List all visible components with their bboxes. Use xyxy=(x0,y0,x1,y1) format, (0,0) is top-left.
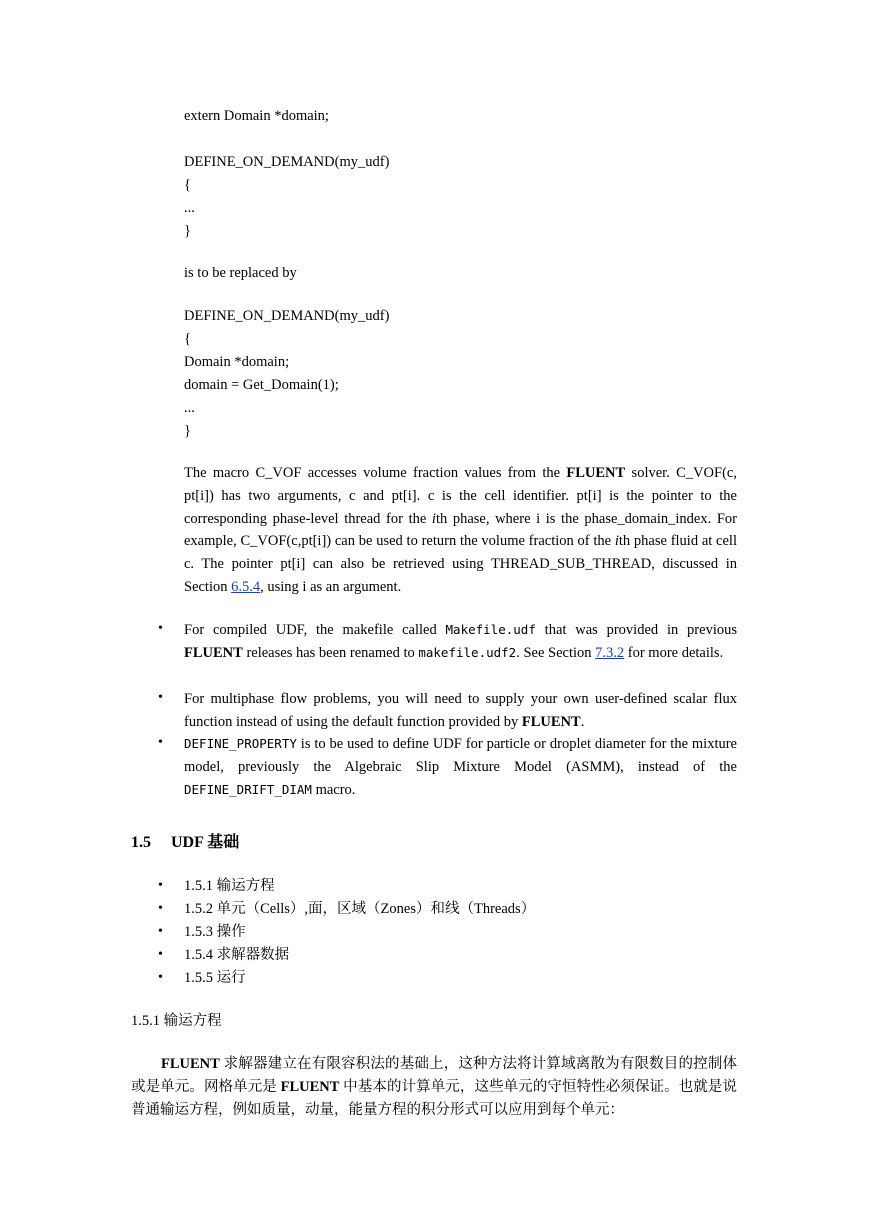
text: . See Section xyxy=(516,644,596,661)
text: releases has been renamed to xyxy=(242,644,419,661)
bullet-icon: • xyxy=(158,924,163,939)
fluent-bold: FLUENT xyxy=(521,713,581,730)
code-line: DEFINE_ON_DEMAND(my_udf) xyxy=(184,154,390,170)
text: that was provided in previous xyxy=(535,622,737,638)
toc-item[interactable]: 1.5.5 运行 xyxy=(184,970,246,986)
bullet-icon: • xyxy=(158,690,163,705)
text: for more details. xyxy=(624,644,724,661)
subsection-title: 1.5.1 输运方程 xyxy=(131,1013,222,1029)
text: The macro C_VOF accesses volume fraction values from the xyxy=(184,465,567,481)
code-line: { xyxy=(184,177,191,193)
italic-i: i xyxy=(431,510,436,527)
cvof-paragraph xyxy=(184,462,737,599)
fluent-bold: FLUENT xyxy=(161,1056,220,1072)
code-text: Makefile.udf xyxy=(445,622,536,637)
bullet-icon: • xyxy=(158,735,163,750)
section-number: 1.5 xyxy=(131,834,151,851)
bullet-icon: • xyxy=(158,901,163,916)
cn-paragraph xyxy=(131,1053,737,1123)
toc-item[interactable]: 1.5.1 输运方程 xyxy=(184,878,275,894)
toc-item[interactable]: 1.5.2 单元（Cells）,面，区域（Zones）和线（Threads） xyxy=(184,901,536,917)
text: 求解器建立在有限容积法的基础上，这种方法将计算域离散为有限数目的控制体或是单元。网格单元是 xyxy=(131,1056,737,1096)
text: is to be used to define UDF for particle or droplet diameter for the mixture model, previously the Algebraic Slip Mixture Model (ASMM), instead of the xyxy=(184,736,737,775)
section-title: UDF 基础 xyxy=(171,834,240,851)
fluent-bold: FLUENT xyxy=(566,465,626,481)
bullet-item-multiphase xyxy=(184,688,737,734)
code-line: Domain *domain; xyxy=(184,354,290,370)
bullet-icon: • xyxy=(158,878,163,893)
bullet-item-makefile xyxy=(184,619,737,665)
text: , using i as an argument. xyxy=(260,578,402,595)
text: 中基本的计算单元，这些单元的守恒特性必须保证。也就是说普通输运方程，例如质量，动量，能量方程的积分形式可以应用到每个单元： xyxy=(131,1079,738,1119)
toc-item[interactable]: 1.5.4 求解器数据 xyxy=(184,947,290,963)
code-line: DEFINE_ON_DEMAND(my_udf) xyxy=(184,308,390,324)
text: For multiphase flow problems, you will need to supply your own user-defined scalar flux function instead of using the default function provided by xyxy=(184,691,737,730)
text: th phase fluid at cell c. The pointer pt[i] can also be retrieved using THREAD_SUB_THREAD, discussed in Section xyxy=(184,533,737,595)
fluent-bold: FLUENT xyxy=(184,644,243,661)
text: . xyxy=(580,713,585,730)
text: th phase, where i is the phase_domain_index. For example, C_VOF(c,pt[i]) can be used to return the volume fraction of the xyxy=(184,510,737,550)
text: solver. C_VOF(c, pt[i]) has two arguments, c and pt[i]. c is the cell identifier. pt[i] is the pointer to the corresponding phase-level thread for the xyxy=(184,465,737,527)
bullet-icon: • xyxy=(158,947,163,962)
text: macro. xyxy=(311,781,356,798)
text: For compiled UDF, the makefile called xyxy=(184,622,446,638)
fluent-bold: FLUENT xyxy=(280,1079,340,1096)
section-heading xyxy=(131,829,239,852)
code-text: DEFINE_DRIFT_DIAM xyxy=(184,781,312,797)
bullet-icon: • xyxy=(158,970,163,985)
bullet-icon: • xyxy=(158,621,163,636)
code-line: { xyxy=(184,331,191,347)
code-text: DEFINE_PROPERTY xyxy=(184,736,297,751)
replace-text: is to be replaced by xyxy=(184,265,297,281)
section-link-6-5-4[interactable]: 6.5.4 xyxy=(231,578,261,595)
toc-item[interactable]: 1.5.3 操作 xyxy=(184,924,246,940)
code-line: } xyxy=(184,423,191,439)
section-link-7-3-2[interactable]: 7.3.2 xyxy=(595,644,625,661)
code-line: } xyxy=(184,223,191,239)
code-line: ... xyxy=(184,200,195,216)
bullet-item-define-property xyxy=(184,733,737,801)
code-line: ... xyxy=(184,400,195,416)
code-line: domain = Get_Domain(1); xyxy=(184,377,339,393)
code-line: extern Domain *domain; xyxy=(184,108,329,124)
code-text: makefile.udf2 xyxy=(418,644,517,660)
italic-i: i xyxy=(614,533,619,550)
